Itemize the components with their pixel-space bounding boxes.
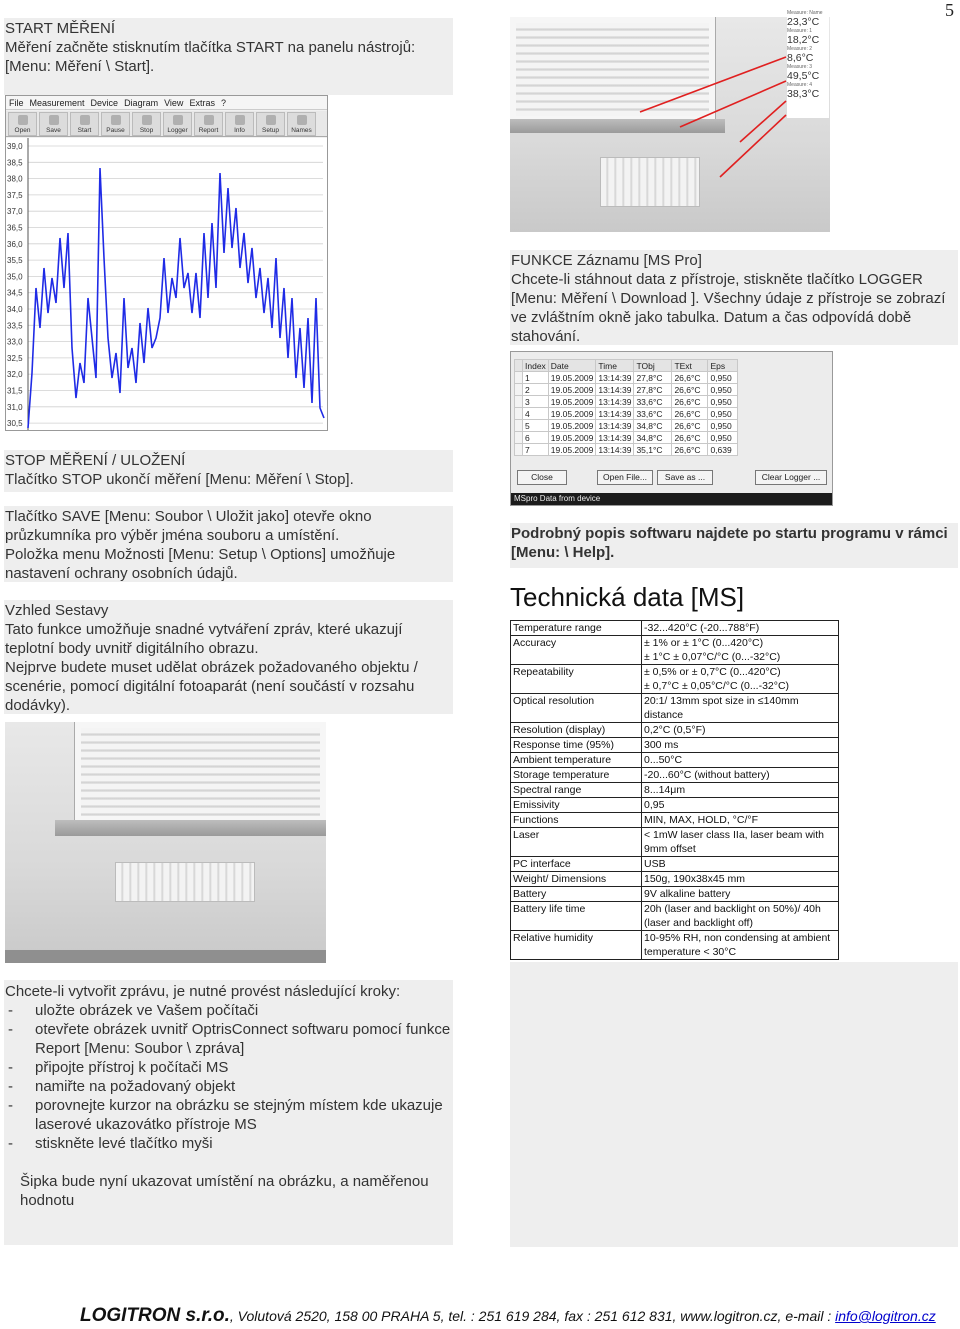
table-cell: 26,6°C xyxy=(672,444,708,456)
spec-value xyxy=(642,828,839,857)
column-header[interactable]: Date xyxy=(548,360,596,372)
save-as-button[interactable]: Save as ... xyxy=(657,470,713,485)
spec-value-line: 10-95% RH, non condensing at ambient temperature < 30°C xyxy=(644,932,831,958)
table-cell: 13:14:39 xyxy=(596,420,634,432)
stop-icon xyxy=(142,115,152,125)
spec-value xyxy=(642,768,839,783)
readout-value: 49,5°C xyxy=(787,70,820,82)
logger-data-table xyxy=(514,359,738,456)
y-tick-label: 34,0 xyxy=(7,305,23,314)
table-cell: 7 xyxy=(523,444,549,456)
table-cell: 13:14:39 xyxy=(596,384,634,396)
table-cell: 0,950 xyxy=(708,432,738,444)
app-menu-item[interactable]: Diagram xyxy=(124,97,159,108)
table-cell: 2 xyxy=(523,384,549,396)
report-heading: Vzhled Sestavy xyxy=(5,602,109,619)
spec-value xyxy=(642,857,839,872)
spec-row xyxy=(511,723,839,738)
spec-key: Repeatability xyxy=(511,665,642,694)
step-item: - namiřte na požadovaný objekt xyxy=(5,1077,451,1096)
table-cell: 19.05.2009 xyxy=(548,408,596,420)
spec-value-line: 0,95 xyxy=(644,799,665,811)
readout-label: Measure: 4 xyxy=(787,82,813,88)
steps-outro: Šipka bude nyní ukazovat umístění na obrázku, a naměřenou hodnotu xyxy=(20,1173,429,1209)
spec-key: Relative humidity xyxy=(511,931,642,960)
spec-row xyxy=(511,813,839,828)
spec-key: Response time (95%) xyxy=(511,738,642,753)
temperature-readouts xyxy=(787,10,829,118)
close-button[interactable]: Close xyxy=(517,470,567,485)
table-cell: 19.05.2009 xyxy=(548,384,596,396)
spec-value-line: 150g, 190x38x45 mm xyxy=(644,873,745,885)
table-cell: 19.05.2009 xyxy=(548,396,596,408)
room-photo xyxy=(5,722,326,963)
table-cell: 13:14:39 xyxy=(596,408,634,420)
stop-heading: STOP MĚŘENÍ / ULOŽENÍ xyxy=(5,452,186,469)
table-cell: 19.05.2009 xyxy=(548,420,596,432)
save-block xyxy=(5,507,445,583)
help-text: Podrobný popis softwaru najdete po startu programu v rámci [Menu: \ Help]. xyxy=(511,525,948,561)
toolbar-label: Report xyxy=(198,127,219,134)
toolbar-label: Save xyxy=(46,127,61,134)
table-cell: 13:14:39 xyxy=(596,372,634,384)
setup-icon xyxy=(266,115,276,125)
start-block xyxy=(5,19,450,76)
spec-row xyxy=(511,798,839,813)
step-item: - připojte přístroj k počítači MS xyxy=(5,1058,451,1077)
spec-value-line: ± 0,5% or ± 0,7°C (0...420°C) xyxy=(644,666,781,678)
toolbar-label: Pause xyxy=(106,127,125,134)
spec-value xyxy=(642,931,839,960)
logger-text: Chcete-li stáhnout data z přístroje, stiskněte tlačítko LOGGER [Menu: Měření \ Download ]. Všechny údaje z přístroje se zobrazí ve zvláštním okně jako tabulka. Datum a čas odpovídá době stahování. xyxy=(511,271,946,345)
annotation-arrows xyxy=(510,17,790,232)
table-cell: 1 xyxy=(523,372,549,384)
toolbar-button-report[interactable] xyxy=(194,112,223,136)
names-icon xyxy=(297,115,307,125)
spec-value-line: < 1mW laser class IIa, laser beam with 9mm offset xyxy=(644,829,825,855)
y-tick-label: 33,0 xyxy=(7,337,23,347)
table-row[interactable] xyxy=(515,372,738,384)
spec-value xyxy=(642,813,839,828)
spec-table xyxy=(510,620,839,960)
y-tick-label: 31,5 xyxy=(7,386,23,396)
table-cell: 26,6°C xyxy=(672,420,708,432)
toolbar-label: Logger xyxy=(167,127,188,134)
readout-value: 23,3°C xyxy=(787,16,820,28)
spec-value xyxy=(642,753,839,768)
table-cell: 0,950 xyxy=(708,384,738,396)
table-cell: 33,6°C xyxy=(634,396,672,408)
spec-value-line: ± 1% or ± 1°C (0...420°C) xyxy=(644,637,764,649)
table-cell: 27,8°C xyxy=(634,384,672,396)
steps-list xyxy=(5,1001,451,1153)
spec-key: Spectral range xyxy=(511,783,642,798)
spec-key: Weight/ Dimensions xyxy=(511,872,642,887)
table-cell: 26,6°C xyxy=(672,432,708,444)
spec-title: Technická data [MS] xyxy=(510,582,745,612)
spec-value xyxy=(642,723,839,738)
row-selector[interactable] xyxy=(515,396,523,408)
table-row[interactable] xyxy=(515,396,738,408)
temperature-plot xyxy=(6,138,327,430)
table-cell: 26,6°C xyxy=(672,408,708,420)
footer-address: , Volutová 2520, 158 00 PRAHA 5, tel. : 251 619 284, fax : 251 612 831, www.logitron.cz, e-mail : xyxy=(229,1308,836,1324)
column-header[interactable]: TObj xyxy=(634,360,672,372)
table-row[interactable] xyxy=(515,408,738,420)
spec-value-line: 0...50°C xyxy=(644,754,683,766)
table-cell: 19.05.2009 xyxy=(548,432,596,444)
info-icon xyxy=(235,115,245,125)
readout-label: Measure: 1 xyxy=(787,28,813,34)
spec-row xyxy=(511,636,839,665)
spec-key: Laser xyxy=(511,828,642,857)
table-cell: 0,950 xyxy=(708,408,738,420)
row-selector[interactable] xyxy=(515,372,523,384)
spec-value-line: -32...420°C (-20...788°F) xyxy=(644,622,760,634)
spec-key: PC interface xyxy=(511,857,642,872)
spec-row xyxy=(511,753,839,768)
footer-brand: LOGITRON s.r.o. xyxy=(80,1305,230,1326)
report-block xyxy=(5,601,450,715)
spec-row xyxy=(511,783,839,798)
measurement-app-screenshot xyxy=(5,95,328,431)
app-toolbar xyxy=(6,111,327,137)
report-text-1: Tato funkce umožňuje snadné vytváření zpráv, které ukazují teplotní body uvnitř digitálního obrazu. xyxy=(5,621,403,657)
spec-key: Optical resolution xyxy=(511,694,642,723)
spec-value xyxy=(642,665,839,694)
spec-value-line: 9V alkaline battery xyxy=(644,888,731,900)
readout-value: 18,2°C xyxy=(787,34,820,46)
readout-label: Measure: 2 xyxy=(787,46,813,52)
spec-key: Functions xyxy=(511,813,642,828)
spec-value xyxy=(642,872,839,887)
row-selector[interactable] xyxy=(515,408,523,420)
row-selector[interactable] xyxy=(515,432,523,444)
toolbar-label: Names xyxy=(291,127,312,134)
toolbar-button-stop[interactable] xyxy=(132,112,161,136)
table-cell: 27,8°C xyxy=(634,372,672,384)
y-tick-label: 37,0 xyxy=(7,207,23,217)
y-tick-label: 33,5 xyxy=(7,321,23,331)
spec-value xyxy=(642,902,839,931)
app-menu-item[interactable]: View xyxy=(164,97,184,108)
table-cell: 0,950 xyxy=(708,372,738,384)
table-row[interactable] xyxy=(515,444,738,456)
step-item: - porovnejte kurzor na obrázku se stejným místem kde ukazuje laserové ukazovátko přístroje MS xyxy=(5,1096,451,1134)
toolbar-label: Info xyxy=(234,127,245,134)
toolbar-label: Start xyxy=(77,127,92,134)
readout-value: 38,3°C xyxy=(787,88,820,100)
app-menu-item[interactable]: Measurement xyxy=(29,97,85,108)
spec-value xyxy=(642,738,839,753)
logger-icon xyxy=(173,115,183,125)
start-text: Měření začněte stisknutím tlačítka START na panelu nástrojů: xyxy=(5,39,416,56)
blank-panel xyxy=(510,962,958,1247)
spec-value-line: USB xyxy=(644,858,666,870)
table-cell: 34,8°C xyxy=(634,432,672,444)
y-tick-label: 32,5 xyxy=(7,353,23,363)
logger-block xyxy=(511,251,951,346)
spec-value-line: 8...14μm xyxy=(644,784,686,796)
y-tick-label: 35,5 xyxy=(7,256,23,266)
table-cell: 0,639 xyxy=(708,444,738,456)
spec-key: Storage temperature xyxy=(511,768,642,783)
start-heading: START MĚŘENÍ xyxy=(5,20,116,37)
spec-row xyxy=(511,887,839,902)
readout-label: Measure: Name xyxy=(787,10,823,16)
spec-value-line: 0,2°C (0,5°F) xyxy=(644,724,706,736)
column-header[interactable]: Time xyxy=(596,360,634,372)
open-file-button[interactable]: Open File... xyxy=(597,470,653,485)
table-cell: 34,8°C xyxy=(634,420,672,432)
spec-key: Battery life time xyxy=(511,902,642,931)
report-icon xyxy=(204,115,214,125)
table-row[interactable] xyxy=(515,384,738,396)
app-menu-item[interactable]: File xyxy=(9,97,24,108)
table-cell: 0,950 xyxy=(708,420,738,432)
save-icon xyxy=(49,115,59,125)
readout-value: 8,6°C xyxy=(787,52,814,64)
spec-key: Emissivity xyxy=(511,798,642,813)
toolbar-label: Open xyxy=(14,127,31,134)
spec-value-line: MIN, MAX, HOLD, °C/°F xyxy=(644,814,758,826)
spec-row xyxy=(511,857,839,872)
spec-row xyxy=(511,902,839,931)
open-icon xyxy=(18,115,28,125)
table-cell: 26,6°C xyxy=(672,396,708,408)
y-tick-label: 36,0 xyxy=(7,239,23,249)
table-row[interactable] xyxy=(515,432,738,444)
clear-logger-button[interactable]: Clear Logger ... xyxy=(755,470,827,485)
footer xyxy=(80,1305,936,1327)
spec-key: Battery xyxy=(511,887,642,902)
table-cell: 5 xyxy=(523,420,549,432)
stop-block xyxy=(5,451,450,489)
row-selector[interactable] xyxy=(515,420,523,432)
y-tick-label: 39,0 xyxy=(7,142,23,151)
toolbar-button-logger[interactable] xyxy=(163,112,192,136)
step-item: - stiskněte levé tlačítko myši xyxy=(5,1134,451,1153)
spec-value xyxy=(642,783,839,798)
step-item: - otevřete obrázek uvnitř OptrisConnect softwaru pomocí funkce Report [Menu: Soubor \ zpráva] xyxy=(5,1020,451,1058)
toolbar-button-pause[interactable] xyxy=(101,112,130,136)
table-cell: 6 xyxy=(523,432,549,444)
temperature-trace xyxy=(28,168,324,428)
row-selector[interactable] xyxy=(515,384,523,396)
spec-value-line: ± 0,7°C ± 0,05°C/°C (0...-32°C) xyxy=(644,680,790,692)
y-tick-label: 31,0 xyxy=(7,402,23,412)
spec-key: Temperature range xyxy=(511,621,642,636)
table-cell: 13:14:39 xyxy=(596,444,634,456)
spec-row xyxy=(511,621,839,636)
table-cell: 33,6°C xyxy=(634,408,672,420)
spec-key: Accuracy xyxy=(511,636,642,665)
spec-row xyxy=(511,665,839,694)
toolbar-button-start[interactable] xyxy=(70,112,99,136)
spec-value xyxy=(642,887,839,902)
column-header[interactable]: Eps xyxy=(708,360,738,372)
page-number: 5 xyxy=(945,0,954,20)
app-menubar xyxy=(6,96,327,110)
table-cell: 3 xyxy=(523,396,549,408)
y-tick-label: 32,0 xyxy=(7,370,23,380)
row-selector[interactable] xyxy=(515,444,523,456)
spec-row xyxy=(511,738,839,753)
y-tick-label: 35,0 xyxy=(7,272,23,282)
spec-value-line: 20:1/ 13mm spot size in ≤140mm distance xyxy=(644,695,799,721)
table-cell: 0,950 xyxy=(708,396,738,408)
readout-label: Measure: 3 xyxy=(787,64,813,70)
table-cell: 19.05.2009 xyxy=(548,372,596,384)
spec-key: Resolution (display) xyxy=(511,723,642,738)
spec-value-line: 20h (laser and backlight on 50%)/ 40h (laser and backlight off) xyxy=(644,903,821,929)
save-text-2: Položka menu Možnosti [Menu: Setup \ Options] umožňuje nastavení ochrany osobních údajů. xyxy=(5,546,396,582)
spec-row xyxy=(511,694,839,723)
plot-svg xyxy=(6,138,327,430)
app-menu-item[interactable]: ? xyxy=(220,97,226,108)
y-tick-label: 36,5 xyxy=(7,223,23,233)
column-header[interactable]: Index xyxy=(523,360,549,372)
start-menu: [Menu: Měření \ Start]. xyxy=(5,58,155,75)
y-tick-label: 38,0 xyxy=(7,174,23,184)
y-tick-label: 37,5 xyxy=(7,190,23,200)
pause-icon xyxy=(111,115,121,125)
toolbar-button-setup[interactable] xyxy=(256,112,285,136)
footer-email-link[interactable]: info@logitron.cz xyxy=(835,1308,936,1324)
report-text-2: Nejprve budete muset udělat obrázek požadovaného objektu / scenérie, pomocí digitální fotoaparát (není součástí v rozsahu dodávky). xyxy=(5,659,418,714)
spec-row xyxy=(511,828,839,857)
spec-row xyxy=(511,931,839,960)
table-cell: 19.05.2009 xyxy=(548,444,596,456)
toolbar-button-save[interactable] xyxy=(39,112,68,136)
y-tick-label: 34,5 xyxy=(7,288,23,298)
logger-heading: FUNKCE Záznamu [MS Pro] xyxy=(511,252,702,269)
spec-key: Ambient temperature xyxy=(511,753,642,768)
spec-value xyxy=(642,636,839,665)
app-menu-item[interactable]: Extras xyxy=(189,97,215,108)
table-row[interactable] xyxy=(515,420,738,432)
spec-value-line: ± 1°C ± 0,07°C/°C (0...-32°C) xyxy=(644,651,781,663)
spec-value-line: 300 ms xyxy=(644,739,679,751)
column-header[interactable]: TExt xyxy=(672,360,708,372)
y-tick-label: 30,5 xyxy=(7,419,23,429)
spec-value xyxy=(642,621,839,636)
steps-intro: Chcete-li vytvořit zprávu, je nutné provést následující kroky: xyxy=(5,983,401,1000)
start-icon xyxy=(80,115,90,125)
step-item: - uložte obrázek ve Vašem počítači xyxy=(5,1001,451,1020)
spec-value xyxy=(642,798,839,813)
spec-row xyxy=(511,872,839,887)
save-text-1: Tlačítko SAVE [Menu: Soubor \ Uložit jako] otevře okno průzkumníka pro výběr jména souboru a umístění. xyxy=(5,508,372,544)
toolbar-label: Stop xyxy=(139,127,154,134)
table-corner xyxy=(515,360,523,372)
spec-row xyxy=(511,768,839,783)
steps-block xyxy=(5,982,451,1210)
table-cell: 26,6°C xyxy=(672,372,708,384)
toolbar-button-open[interactable] xyxy=(8,112,37,136)
table-cell: 4 xyxy=(523,408,549,420)
y-tick-label: 38,5 xyxy=(7,158,23,168)
table-cell: 13:14:39 xyxy=(596,396,634,408)
toolbar-label: Setup xyxy=(262,127,279,134)
toolbar-button-info[interactable] xyxy=(225,112,254,136)
toolbar-button-names[interactable] xyxy=(287,112,316,136)
stop-text: Tlačítko STOP ukončí měření [Menu: Měření \ Stop]. xyxy=(5,471,354,488)
logger-table-window xyxy=(510,351,833,506)
table-cell: 26,6°C xyxy=(672,384,708,396)
dialog-status-bar: MSpro Data from device xyxy=(511,493,832,505)
table-cell: 13:14:39 xyxy=(596,432,634,444)
spec-value xyxy=(642,694,839,723)
table-cell: 35,1°C xyxy=(634,444,672,456)
spec-value-line: -20...60°C (without battery) xyxy=(644,769,770,781)
app-menu-item[interactable]: Device xyxy=(90,97,119,108)
